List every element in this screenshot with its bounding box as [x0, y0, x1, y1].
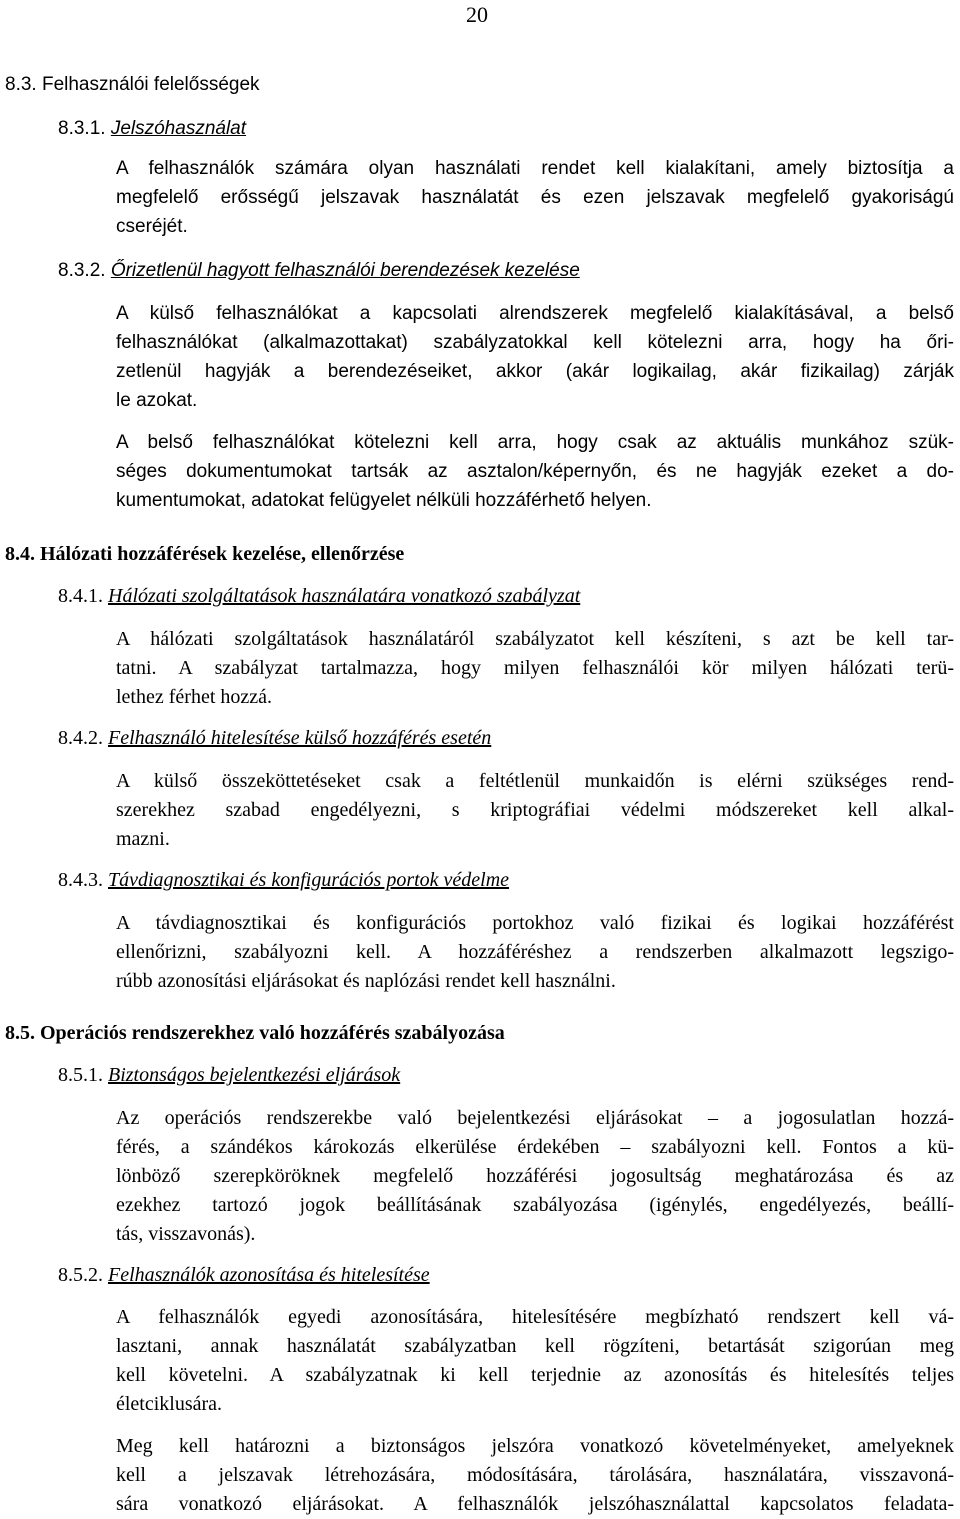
text-line: kumentumokat, adatokat felügyelet nélküli hozzáférhető helyen.	[116, 490, 652, 511]
text-line: séges dokumentumokat tartsák az asztalon/képernyőn, és ne hagyják ezeket a do-	[116, 461, 954, 482]
text-line: Az operációs rendszerekbe való bejelentkezési eljárásokat – a jogosulatlan hozzá-	[116, 1107, 954, 1129]
text-line: életciklusára.	[116, 1393, 223, 1415]
text-line: lasztani, annak használatát szabályzatban kell rögzíteni, betartását szigorúan meg	[116, 1335, 954, 1357]
subsection-title: Biztonságos bejelentkezési eljárások	[108, 1064, 401, 1086]
text-line: ellenőrizni, szabályozni kell. A hozzáféréshez a rendszerben alkalmazott legszigo-	[116, 941, 954, 963]
text-line: A távdiagnosztikai és konfigurációs portokhoz való fizikai és logikai hozzáférést	[116, 912, 954, 934]
text-line: tás, visszavonás).	[116, 1223, 256, 1245]
text-line: zetlenül hagyják a berendezéseiket, akkor (akár logikailag, akár fizikailag) zárják	[116, 361, 954, 382]
subsection-title: Felhasználó hitelesítése külső hozzáférés esetén	[108, 727, 492, 749]
text-line: sára vonatkozó eljárásokat. A felhasználók jelszóhasználattal kapcsolatos feladata-	[116, 1493, 954, 1515]
text-line: A külső felhasználókat a kapcsolati alrendszerek megfelelő kialakításával, a belső	[116, 303, 954, 324]
text-line: A hálózati szolgáltatások használatáról szabályzatot kell készíteni, s azt be kell tar-	[116, 628, 954, 650]
paragraph-8-4-2	[116, 767, 954, 854]
subsection-heading-8-4-2	[58, 727, 491, 750]
text-line: megfelelő erősségű jelszavak használatát és ezen jelszavak megfelelő gyakoriságú	[116, 187, 954, 208]
subsection-title: Hálózati szolgáltatások használatára vonatkozó szabályzat	[108, 585, 581, 607]
text-line: Meg kell határozni a biztonságos jelszóra vonatkozó követelményeket, amelyeknek	[116, 1435, 954, 1457]
subsection-title: Őrizetlenül hagyott felhasználói berendezések kezelése	[110, 260, 580, 281]
text-line: A belső felhasználókat kötelezni kell arra, hogy csak az aktuális munkához szük-	[116, 432, 954, 453]
section-heading-8-3: 8.3. Felhasználói felelősségek	[5, 74, 260, 95]
text-line: lethez férhet hozzá.	[116, 686, 273, 708]
text-line: cseréjét.	[116, 216, 188, 237]
subsection-number: 8.4.3.	[58, 869, 103, 891]
paragraph-8-3-2-b	[116, 428, 954, 515]
subsection-title: Jelszóhasználat	[110, 118, 247, 139]
subsection-title: Távdiagnosztikai és konfigurációs portok védelme	[108, 869, 510, 891]
paragraph-8-4-1	[116, 625, 954, 712]
paragraph-8-3-1	[116, 154, 954, 241]
text-line: felhasználókat (alkalmazottakat) szabályzatokkal kell kötelezni arra, hogy ha őri-	[116, 332, 954, 353]
subsection-number: 8.3.1.	[58, 118, 106, 139]
subsection-heading-8-4-1	[58, 585, 580, 608]
subsection-heading-8-4-3	[58, 869, 509, 892]
paragraph-8-4-3	[116, 909, 954, 996]
page-number: 20	[466, 2, 488, 27]
subsection-heading-8-3-2	[58, 260, 580, 282]
text-line: lönböző szerepköröknek megfelelő hozzáférési jogosultság meghatározása és az	[116, 1165, 954, 1187]
section-heading-8-4: 8.4. Hálózati hozzáférések kezelése, ellenőrzése	[5, 543, 405, 565]
paragraph-8-5-1	[116, 1104, 954, 1249]
text-line: A külső összeköttetéseket csak a feltétlenül munkaidőn is elérni szükséges rend-	[116, 770, 954, 792]
paragraph-8-5-2-a	[116, 1303, 954, 1419]
subsection-heading-8-5-2	[58, 1264, 430, 1287]
text-line: mazni.	[116, 828, 170, 850]
subsection-number: 8.5.2.	[58, 1264, 103, 1286]
text-line: kell követelni. A szabályzatnak ki kell terjednie az azonosítás és hitelesítés teljes	[116, 1364, 954, 1386]
section-heading-8-5: 8.5. Operációs rendszerekhez való hozzáférés szabályozása	[5, 1022, 505, 1044]
subsection-number: 8.3.2.	[58, 260, 106, 281]
text-line: A felhasználók számára olyan használati rendet kell kialakítani, amely biztosítja a	[116, 158, 954, 179]
text-line: A felhasználók egyedi azonosítására, hitelesítésére megbízható rendszert kell vá-	[116, 1306, 954, 1328]
text-line: kell a jelszavak létrehozására, módosítására, tárolására, használatára, visszavoná-	[116, 1464, 954, 1486]
paragraph-8-5-2-b	[116, 1432, 954, 1519]
subsection-number: 8.4.1.	[58, 585, 103, 607]
subsection-title: Felhasználók azonosítása és hitelesítése	[108, 1264, 430, 1286]
subsection-heading-8-5-1	[58, 1064, 400, 1087]
text-line: férés, a szándékos károkozás elkerülése érdekében – szabályozni kell. Fontos a kü-	[116, 1136, 954, 1158]
subsection-number: 8.5.1.	[58, 1064, 103, 1086]
subsection-number: 8.4.2.	[58, 727, 103, 749]
paragraph-8-3-2-a	[116, 299, 954, 415]
subsection-heading-8-3-1	[58, 118, 246, 140]
text-line: ezekhez tartozó jogok beállításának szabályozása (igénylés, engedélyezés, beállí-	[116, 1194, 954, 1216]
text-line: le azokat.	[116, 390, 198, 411]
text-line: rúbb azonosítási eljárásokat és naplózási rendet kell használni.	[116, 970, 616, 992]
text-line: tatni. A szabályzat tartalmazza, hogy milyen felhasználói kör milyen hálózati terü-	[116, 657, 954, 679]
text-line: szerekhez szabad engedélyezni, s kriptográfiai védelmi módszereket kell alkal-	[116, 799, 954, 821]
